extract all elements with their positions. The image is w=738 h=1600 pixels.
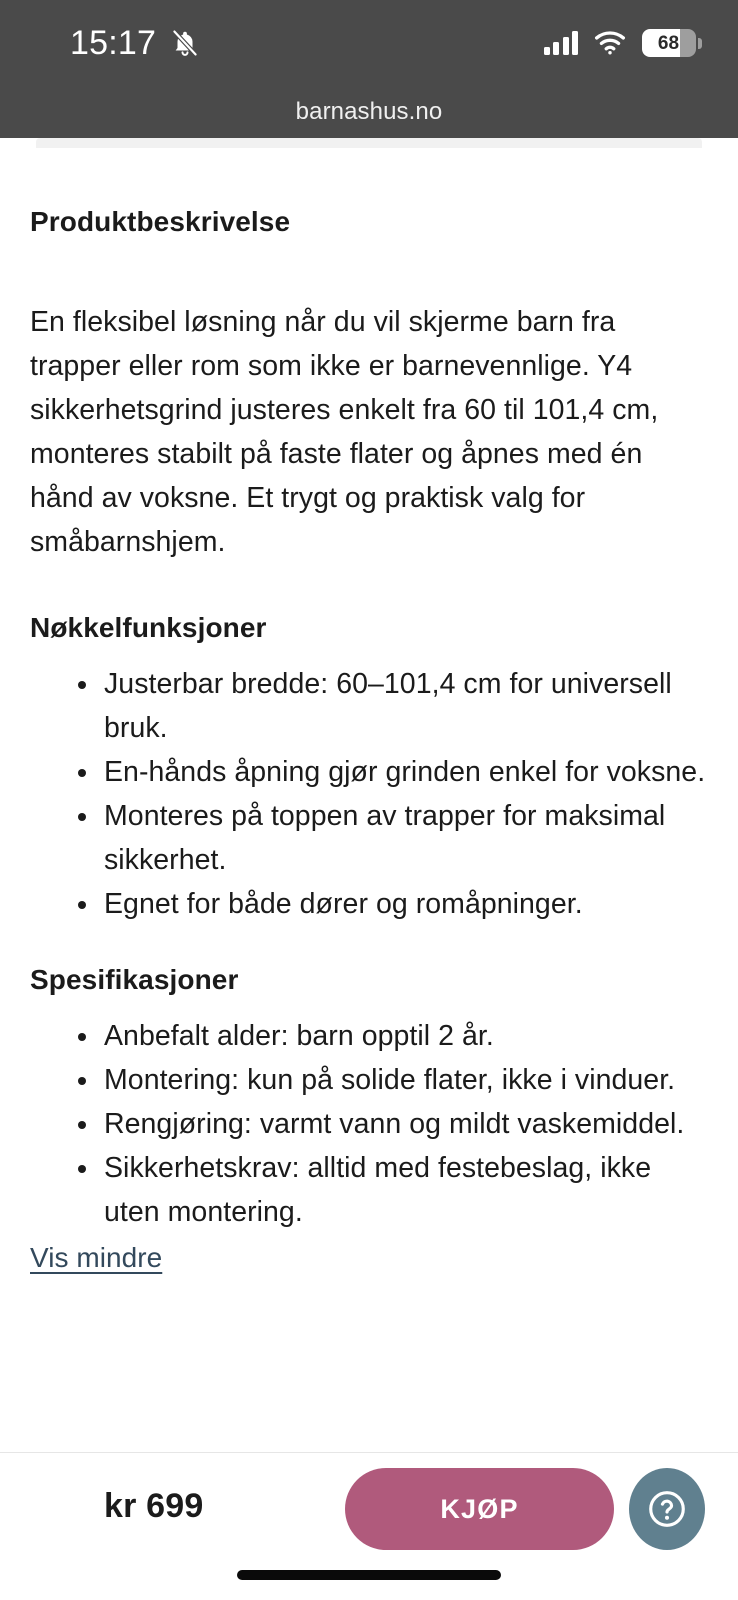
battery-level-label: 68 xyxy=(657,32,680,54)
list-item: Justerbar bredde: 60–101,4 cm for universell bruk. xyxy=(30,662,708,750)
help-button[interactable] xyxy=(629,1468,705,1550)
list-item: Egnet for både dører og romåpninger. xyxy=(30,882,708,926)
page-scroll-edge xyxy=(36,138,702,148)
browser-chrome xyxy=(0,0,738,138)
list-item: Monteres på toppen av trapper for maksimal sikkerhet. xyxy=(30,794,708,882)
buy-button[interactable]: KJØP xyxy=(345,1468,614,1550)
bell-silent-icon xyxy=(170,28,200,58)
list-item: Sikkerhetskrav: alltid med festebeslag, ikke uten montering. xyxy=(30,1146,708,1234)
question-mark-circle-icon xyxy=(646,1488,688,1530)
list-item: Anbefalt alder: barn opptil 2 år. xyxy=(30,1014,708,1058)
list-item: Montering: kun på solide flater, ikke i vinduer. xyxy=(30,1058,708,1102)
list-item: Rengjøring: varmt vann og mildt vaskemiddel. xyxy=(30,1102,708,1146)
key-features-list xyxy=(30,662,708,926)
specifications-list xyxy=(30,1014,708,1234)
battery-nub xyxy=(698,38,702,49)
product-description-section xyxy=(0,148,738,1452)
status-bar-left xyxy=(70,26,200,60)
list-item: En-hånds åpning gjør grinden enkel for voksne. xyxy=(30,750,708,794)
product-description-heading: Produktbeskrivelse xyxy=(30,206,291,237)
wifi-icon xyxy=(594,31,626,55)
status-bar-right xyxy=(544,29,703,57)
url-bar[interactable] xyxy=(0,86,738,138)
product-description-paragraph: En fleksibel løsning når du vil skjerme barn fra trapper eller rom som ikke er barnevennlige. Y4 sikkerhetsgrind justeres enkelt fra 60 til 101,4 cm, monteres stabilt på faste flater og åpnes med én hånd av voksne. Et trygt og praktisk valg for småbarnshjem. xyxy=(30,306,659,558)
show-less-link[interactable]: Vis mindre xyxy=(30,1242,163,1273)
specifications-heading: Spesifikasjoner xyxy=(30,964,239,995)
home-indicator[interactable] xyxy=(237,1570,501,1580)
product-price: kr 699 xyxy=(104,1487,204,1525)
status-bar xyxy=(0,0,738,86)
url-text: barnashus.no xyxy=(295,98,443,125)
status-bar-clock: 15:17 xyxy=(70,24,157,62)
cellular-signal-icon xyxy=(544,31,579,55)
key-features-heading: Nøkkelfunksjoner xyxy=(30,612,267,643)
battery-indicator xyxy=(642,29,702,57)
